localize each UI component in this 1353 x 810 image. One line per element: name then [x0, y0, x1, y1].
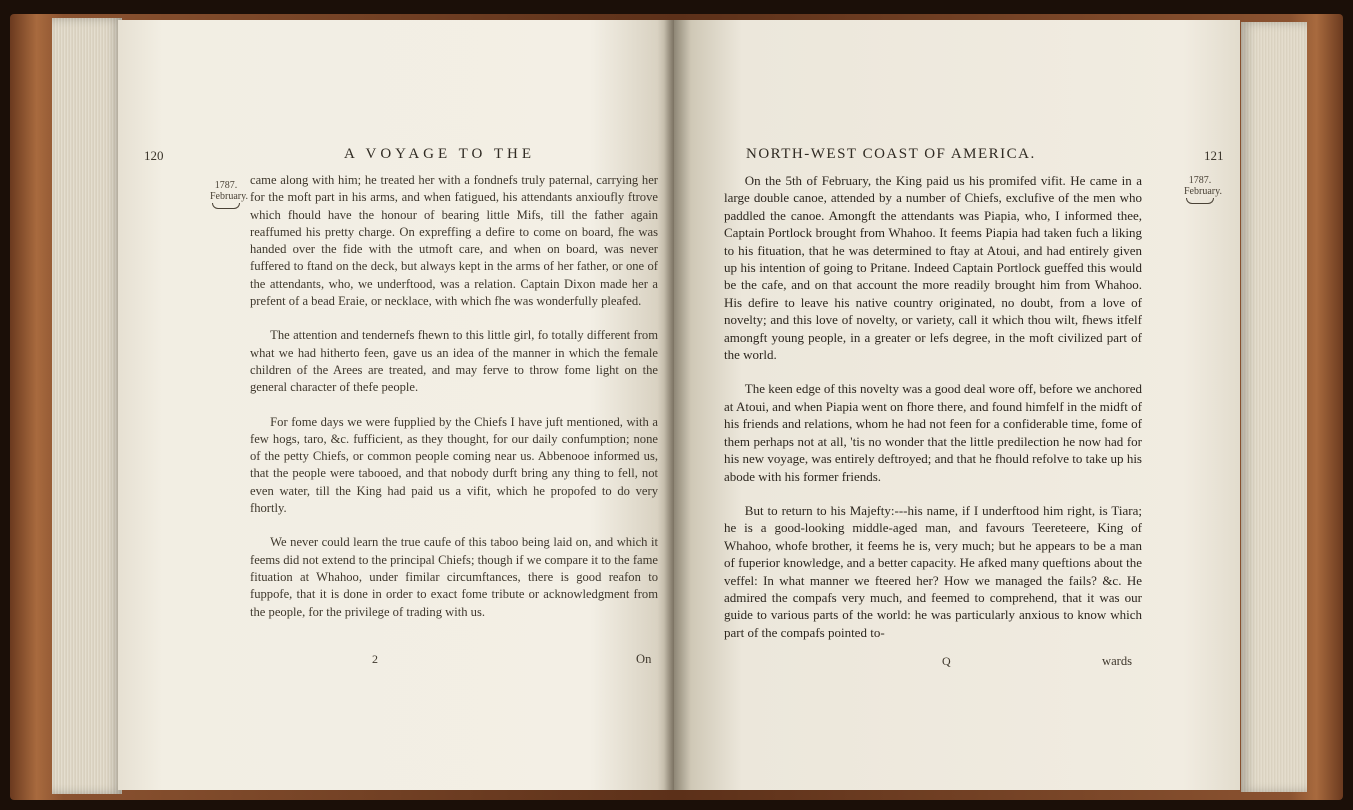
left-paragraph-3: For fome days we were fupplied by the Chiefs I have juft mentioned, with a few hogs, taro, &c. fufficient, as they thought, for our daily confumption; none of the petty Chiefs, or common people coming near us. Abbenooe informed us, that the people were tabooed, and that nobody durft bring any thing to fell, not even water, till the King had paid us a vifit, which he propofed to do very fhortly.: [250, 414, 658, 516]
right-margin-note: [1184, 175, 1222, 204]
margin-year: 1787.: [1188, 175, 1212, 186]
left-page: [118, 20, 674, 790]
right-paragraph-3: But to return to his Majefty:---his name, if I underftood him right, is Tiara; he is a good-looking middle-aged man, and favours Teereteere, King of Whahoo, whofe brother, it feems he is, very much; but he appears to be a man of fuperior knowledge, and a better capacity. He afked many queftions about the veffel: In what manner we fteered her? How we managed the fails? &c. He admired the compafs very much, and feemed to comprehend, that it was our guide to various parts of the world: he was particularly anxious to know which part of the compafs pointed to-: [724, 502, 1142, 640]
right-running-head: NORTH-WEST COAST OF AMERICA.: [746, 146, 1036, 162]
page-edges-right: [1241, 22, 1307, 792]
left-running-head: A VOYAGE TO THE: [344, 146, 535, 162]
right-page-number: 121: [1204, 148, 1224, 163]
page-edges-left: [52, 18, 122, 794]
right-text-block: [724, 172, 1142, 641]
right-paragraph-1: On the 5th of February, the King paid us his promifed vifit. He came in a large double canoe, attended by a number of Chiefs, exclufive of the men who paddled the canoe. Amongft the attendants was Piapia, who, I informed thee, Captain Portlock brought from Whahoo. It feems Piapia had taken fuch a liking to his fituation, that he was determined to ftay at Atoui, and had entirely given up his intention of going to Pritane. Indeed Captain Portlock gueffed this would be the cafe, and on that account the more readily brought him from Whahoo. His defire to leave his native country originated, no doubt, from a love of novelty; and this love of novelty, or variety, call it which thou wilt, fhews itfelf amongft young people, in a greater or lefs degree, in the moft civilized part of the world.: [724, 173, 1142, 363]
margin-year: 1787.: [214, 180, 238, 191]
margin-month: February.: [210, 191, 248, 202]
right-catchword: wards: [1102, 654, 1133, 668]
left-page-number: 120: [144, 148, 164, 163]
left-margin-note: [210, 180, 248, 209]
margin-month: February.: [1184, 186, 1222, 197]
left-text-block: [250, 172, 658, 621]
right-page: [674, 20, 1240, 790]
left-paragraph-2: The attention and tendernefs fhewn to this little girl, fo totally different from what we had hitherto feen, gave us an idea of the manner in which the female children of the Arees are treated, and may ferve to throw fome light on the general character of thefe people.: [250, 328, 658, 395]
margin-brace: [1186, 198, 1214, 204]
left-paragraph-1: came along with him; he treated her with a fondnefs truly paternal, carrying her for the moft part in his arms, and when fatigued, his attendants anxioufly ftrove which fhould have the honour of bearing little Mifs, till the father again reaffumed his pretty charge. On expreffing a defire to come on board, fhe was handed over the fide with the utmoft care, and when on board, was never fuffered to ftand on the deck, but always kept in the arms of her father, or one of the attendants, who, we underftood, was a relation. Captain Dixon made her a prefent of a bead Eraie, or necklace, with which fhe was wonderfully pleafed.: [250, 173, 658, 309]
right-signature-mark: Q: [942, 654, 951, 668]
margin-brace: [212, 203, 240, 209]
left-catchword: On: [636, 652, 652, 666]
left-paragraph-4: We never could learn the true caufe of this taboo being laid on, and which it feems did not extend to the principal Chiefs; though if we compare it to the fame fituation at Whahoo, under fimilar circumftances, there is good reafon to fuppofe, that it is done in order to exact fome tribute or acknowledgment from the people, for the privilege of trading with us.: [250, 535, 658, 619]
left-signature-mark: 2: [372, 652, 378, 666]
right-paragraph-2: The keen edge of this novelty was a good deal wore off, before we anchored at Atoui, and when Piapia went on fhore there, and found himfelf in the midft of his friends and relations, whom he had not feen for a confiderable time, fome of them perhaps not at all, 'tis no wonder that the little predilection he now had for his new voyage, was entirely deftroyed; and that he fhould refolve to take up his abode with his former friends.: [724, 381, 1142, 484]
